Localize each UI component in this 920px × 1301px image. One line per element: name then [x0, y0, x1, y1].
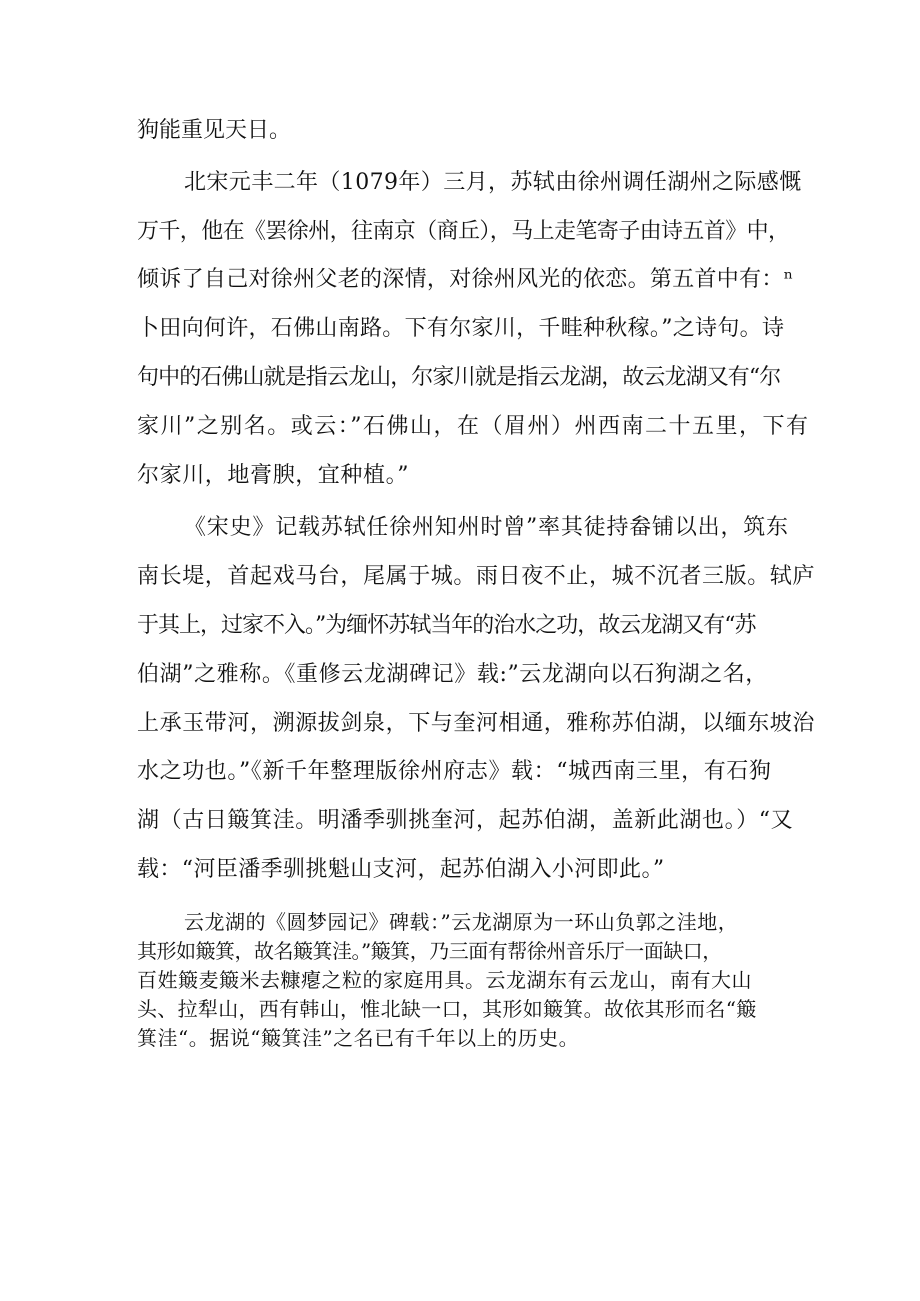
text-line: 云龙湖的《圆梦园记》碑载：”云龙湖原为一环山负郭之洼地，	[184, 910, 739, 934]
text-line: 水之功也。”《新千年整理版徐州府志》载：“城西南三里，有石狗	[137, 759, 772, 784]
text-line: 南长堤，首起戏马台，尾属于城。雨日夜不止，城不沉者三版。轼庐	[137, 564, 816, 589]
text-line: 尔家川，地膏腴，宜种植。”	[137, 463, 410, 488]
text-line: 上承玉带河，溯源拔剑泉，下与奎河相通，雅称苏伯湖，以缅东坡治	[137, 711, 816, 736]
text-line: 狗能重见天日。	[137, 118, 292, 143]
text-line: 载：“河臣潘季驯挑魁山支河，起苏伯湖入小河即此。”	[137, 857, 665, 882]
text-line: 家川”之别名。或云：”石佛山，在（眉州）州西南二十五里，下有	[137, 414, 810, 439]
text-line: 湖（古日簸箕洼。明潘季驯挑奎河，起苏伯湖，盖新此湖也。）“又	[137, 808, 794, 833]
text-line: 箕洼“。据说“簸箕洼”之名已有千年以上的历史。	[137, 1026, 580, 1050]
text-line: 倾诉了自己对徐州父老的深情，对徐州风光的依恋。第五首中有：ⁿ	[137, 267, 794, 292]
text-line: 《宋史》记载苏轼任徐州知州时曾”率其徒持畚铺以出，筑东	[184, 515, 789, 540]
text-line: 卜田向何许，石佛山南路。下有尔家川，千畦种秋稼。”之诗句。诗	[137, 316, 785, 341]
text-line: 万千，他在《罢徐州，往南京（商丘），马上走笔寄子由诗五首》中，	[137, 219, 790, 244]
text-line: 头、拉犁山，西有韩山，惟北缺一口，其形如簸箕。故依其形而名“簸	[137, 997, 757, 1021]
text-line: 句中的石佛山就是指云龙山，尔家川就是指云龙湖，故云龙湖又有“尔	[137, 365, 781, 390]
text-line: 百姓簸麦簸米去糠瘪之粒的家庭用具。云龙湖东有云龙山，南有大山	[137, 968, 752, 992]
text-line: 北宋元丰二年（1079年）三月，苏轼由徐州调任湖州之际感慨	[184, 170, 802, 195]
text-line: 伯湖”之雅称。《重修云龙湖碑记》载:”云龙湖向以石狗湖之名，	[137, 662, 768, 687]
text-line: 于其上，过家不入。”为缅怀苏轼当年的治水之功，故云龙湖又有“苏	[137, 613, 756, 638]
text-line: 其形如簸箕，故名簸箕洼。”簸箕，乃三面有帮徐州音乐厅一面缺口，	[137, 939, 722, 963]
